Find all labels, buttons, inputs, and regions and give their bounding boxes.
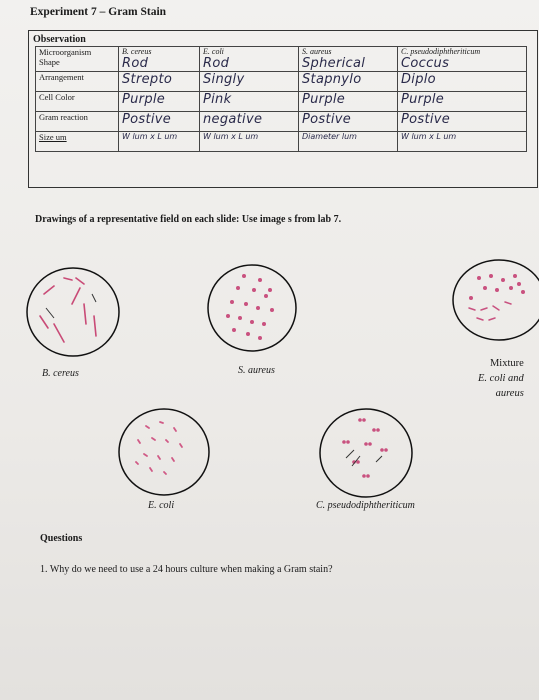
table-cell: Stapnylo xyxy=(299,72,398,92)
table-row xyxy=(36,112,527,132)
mixture-label-line2: E. coli and xyxy=(478,373,524,384)
table-cell: Singly xyxy=(200,72,299,92)
table-cell: Purple xyxy=(398,92,527,112)
table-cell: Postive xyxy=(299,112,398,132)
table-cell: Diplo xyxy=(398,72,527,92)
table-cell: negative xyxy=(200,112,299,132)
header-c-pseudo: C. pseudodiphtheriticum Coccus xyxy=(398,47,527,72)
row-label-arrangement: Arrangement xyxy=(36,72,119,92)
row-label-size: Size um xyxy=(36,132,119,152)
observation-table xyxy=(35,46,527,152)
row-label-gram-reaction: Gram reaction xyxy=(36,112,119,132)
row-label-cell-color: Cell Color xyxy=(36,92,119,112)
e-coli-drawing xyxy=(116,406,214,498)
drawings-heading: Drawings of a representative field on each slide: Use image s from lab 7. xyxy=(35,214,342,225)
table-cell: W lum x L um xyxy=(398,132,527,152)
table-cell: Postive xyxy=(119,112,200,132)
mixture-label-line3: aureus xyxy=(495,388,524,399)
table-cell: W lum x L um xyxy=(200,132,299,152)
table-cell: Purple xyxy=(119,92,200,112)
table-row xyxy=(36,132,527,152)
question-1: 1. Why do we need to use a 24 hours culture when making a Gram stain? xyxy=(40,564,333,575)
table-cell: Pink xyxy=(200,92,299,112)
table-row xyxy=(36,92,527,112)
header-s-aureus: S. aureus Spherical xyxy=(299,47,398,72)
header-e-coli: E. coli Rod xyxy=(200,47,299,72)
c-pseudo-drawing xyxy=(316,406,416,500)
e-coli-label: E. coli xyxy=(148,500,175,511)
mixture-drawing xyxy=(449,258,539,342)
table-cell: Postive xyxy=(398,112,527,132)
table-row xyxy=(36,72,527,92)
table-cell: Strepto xyxy=(119,72,200,92)
observation-section xyxy=(28,30,538,188)
questions-heading: Questions xyxy=(40,533,83,544)
page-title: Experiment 7 – Gram Stain xyxy=(30,6,167,18)
header-b-cereus: B. cereus Rod xyxy=(119,47,200,72)
s-aureus-drawing xyxy=(204,262,300,354)
table-header-row xyxy=(36,47,527,72)
table-cell: W lum x L um xyxy=(119,132,200,152)
header-microorganism: Microorganism Shape xyxy=(36,47,119,72)
mixture-label xyxy=(478,356,524,401)
b-cereus-label: B. cereus xyxy=(42,368,79,379)
b-cereus-drawing xyxy=(24,264,124,360)
observation-label: Observation xyxy=(33,34,86,45)
mixture-label-line1: Mixture xyxy=(489,358,524,369)
s-aureus-label: S. aureus xyxy=(238,365,275,376)
c-pseudo-label: C. pseudodiphtheriticum xyxy=(316,500,415,511)
table-cell: Purple xyxy=(299,92,398,112)
table-cell: Diameter lum xyxy=(299,132,398,152)
